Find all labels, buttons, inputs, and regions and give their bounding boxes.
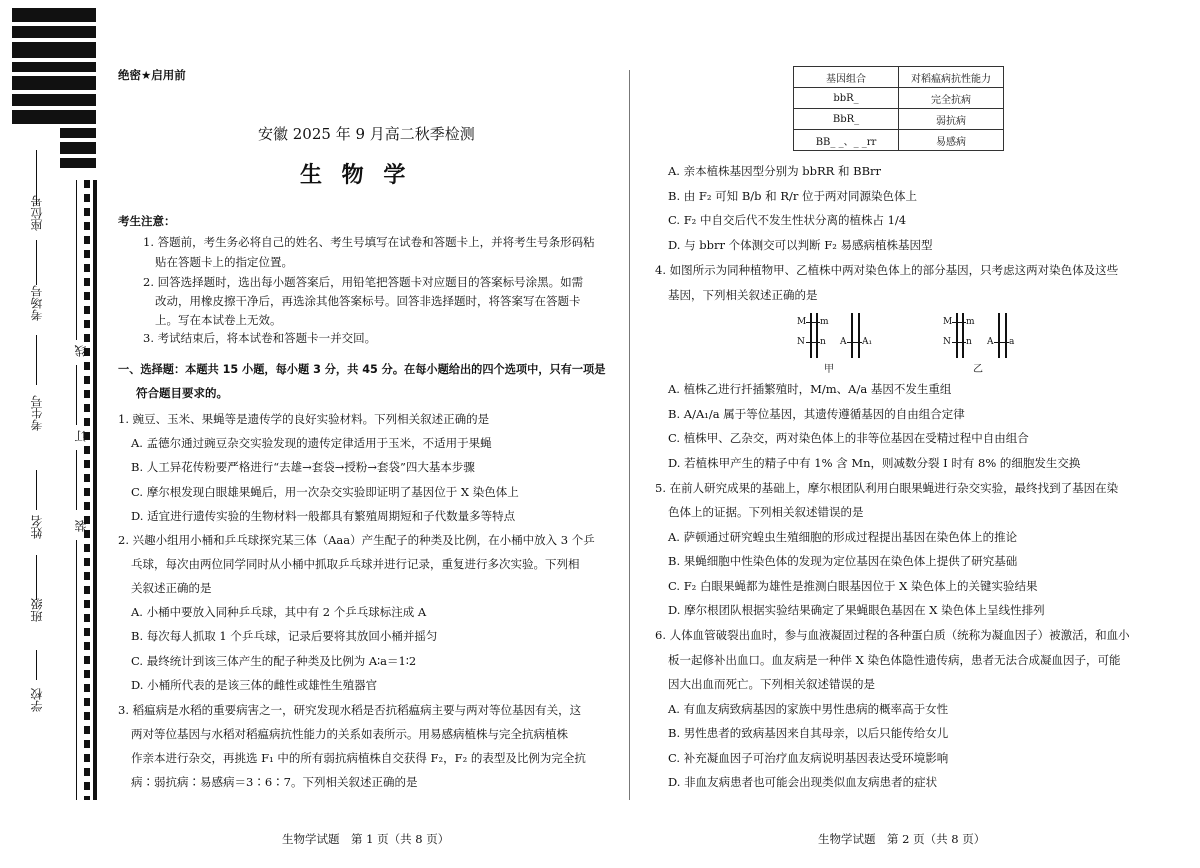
table-row xyxy=(794,130,1004,151)
chromosome xyxy=(851,313,853,358)
notice-line: 3. 考试结束后，将本试卷和答题卡一并交回。 xyxy=(143,331,377,345)
question-5: 5. 在前人研究成果的基础上，摩尔根团队利用白眼果蝇进行杂交实验，最终找到了基因在染 xyxy=(655,481,1119,495)
gene-label: M xyxy=(943,317,953,327)
section-heading: 一、选择题：本题共 15 小题，每小题 3 分，共 45 分。在每小题给出的四个选项中，只有一项是 xyxy=(118,363,606,376)
q1-option-a: A. 孟德尔通过豌豆杂交实验发现的遗传定律适用于玉米，不适用于果蝇 xyxy=(131,436,492,450)
chromosome xyxy=(816,313,818,358)
question-3-cont: 两对等位基因与水稻对稻瘟病抗性能力的关系如表所示。用易感病植株与完全抗病植株 xyxy=(131,727,568,741)
question-3-cont: 病∶弱抗病∶易感病＝3∶6∶7。下列相关叙述正确的是 xyxy=(131,775,418,789)
table-header-row xyxy=(794,67,1004,88)
q4-option-b: B. A/A₁/a 属于等位基因，其遗传遵循基因的自由组合定律 xyxy=(668,407,965,421)
fill-line xyxy=(36,470,37,510)
cut-stripe xyxy=(84,180,90,800)
table-cell: BB_ _、_ _rr xyxy=(794,130,899,151)
chromosome xyxy=(1005,313,1007,358)
gene-label: a xyxy=(1009,337,1015,347)
q2-option-b: B. 每次每人抓取 1 个乒乓球，记录后要将其放回小桶并摇匀 xyxy=(131,629,438,643)
barcode-bar xyxy=(12,26,96,38)
question-3-cont: 作亲本进行杂交，再挑选 F₁ 中的所有弱抗病植株自交获得 F₂，F₂ 的表型及比例为完全抗 xyxy=(131,751,586,765)
figure-caption-yi: 乙 xyxy=(973,364,983,375)
question-6-cont: 因大出血而死亡。下列相关叙述错误的是 xyxy=(668,677,875,691)
cut-line xyxy=(76,450,77,510)
question-1: 1. 豌豆、玉米、果蝇等是遗传学的良好实验材料。下列相关叙述正确的是 xyxy=(118,412,490,426)
barcode-bar xyxy=(60,142,96,154)
chromosome xyxy=(858,313,860,358)
gene-label: M xyxy=(797,317,807,327)
cut-line xyxy=(76,180,77,340)
page-footer: 生物学试题 第 2 页（共 8 页） xyxy=(818,832,986,846)
q3-option-c: C. F₂ 中自交后代不发生性状分离的植株占 1/4 xyxy=(668,213,907,227)
gene-label: m xyxy=(966,317,975,327)
table-cell: BbR_ xyxy=(794,109,899,130)
question-5-cont: 色体上的证据。下列相关叙述错误的是 xyxy=(668,505,864,519)
fill-line xyxy=(36,240,37,285)
class-label: 班级 xyxy=(30,598,44,622)
gene-locus xyxy=(812,322,820,323)
barcode-bar xyxy=(60,128,96,138)
q3-option-b: B. 由 F₂ 可知 B/b 和 R/r 位于两对同源染色体上 xyxy=(668,189,918,203)
section-heading-cont: 符合题目要求的。 xyxy=(136,386,228,400)
q1-option-c: C. 摩尔根发现白眼雄果蝇后，用一次杂交实验即证明了基因位于 X 染色体上 xyxy=(131,485,519,499)
table-row xyxy=(794,88,1004,109)
chromosome xyxy=(810,313,812,358)
fill-line xyxy=(36,555,37,600)
q2-option-a: A. 小桶中要放入同种乒乓球，其中有 2 个乒乓球标注成 A xyxy=(131,605,427,619)
q4-option-c: C. 植株甲、乙杂交，两对染色体上的非等位基因在受精过程中自由组合 xyxy=(668,431,1029,445)
page-divider xyxy=(629,70,630,800)
barcode-bar xyxy=(12,94,96,106)
q6-option-b: B. 男性患者的致病基因来自其母亲，以后只能传给女儿 xyxy=(668,726,949,740)
cut-stripe xyxy=(93,180,97,800)
table-cell: 弱抗病 xyxy=(899,109,1004,130)
question-6: 6. 人体血管破裂出血时，参与血液凝固过程的各种蛋白质（统称为凝血因子）被激活，和血小 xyxy=(655,628,1130,642)
barcode-bar xyxy=(12,62,96,72)
question-4-cont: 基因，下列相关叙述正确的是 xyxy=(668,288,818,302)
exam-no-label: 考生号 xyxy=(30,395,44,431)
q1-option-d: D. 适宜进行遗传实验的生物材料一般都具有繁殖周期短和子代数量多等特点 xyxy=(131,509,516,523)
gene-locus xyxy=(854,342,862,343)
binding-strip xyxy=(0,0,100,868)
seat-label: 座位号 xyxy=(30,195,44,231)
q6-option-d: D. 非血友病患者也可能会出现类似血友病患者的症状 xyxy=(668,775,938,789)
table-header: 对稻瘟病抗性能力 xyxy=(899,67,1004,88)
page-footer: 生物学试题 第 1 页（共 8 页） xyxy=(282,832,450,846)
gene-label: A xyxy=(840,337,847,347)
barcode-bar xyxy=(60,158,96,168)
fill-line xyxy=(36,335,37,385)
q5-option-d: D. 摩尔根团队根据实验结果确定了果蝇眼色基因在 X 染色体上呈线性排列 xyxy=(668,603,1045,617)
q1-option-b: B. 人工异花传粉要严格进行“去雄→套袋→授粉→套袋”四大基本步骤 xyxy=(131,460,475,474)
room-label: 考场号 xyxy=(30,285,44,321)
notice-line: 改动，用橡皮擦干净后，再选涂其他答案标号。回答非选择题时，将答案写在答题卡 xyxy=(155,294,581,308)
secret-mark: 绝密★启用前 xyxy=(118,68,186,82)
gene-label: N xyxy=(797,337,805,347)
cut-mark-staple: 订 xyxy=(74,430,88,442)
chromosome xyxy=(998,313,1000,358)
notice-line: 贴在答题卡上的指定位置。 xyxy=(155,255,293,269)
notice-heading: 考生注意： xyxy=(118,214,176,228)
question-4: 4. 如图所示为同种植物甲、乙植株中两对染色体上的部分基因，只考虑这两对染色体及这些 xyxy=(655,263,1119,277)
question-2: 2. 兴趣小组用小桶和乒乓球探究某三体（Aaa）产生配子的种类及比例，在小桶中放入 3 个乒 xyxy=(118,533,595,547)
barcode-bar xyxy=(12,76,96,90)
table-cell: 完全抗病 xyxy=(899,88,1004,109)
q6-option-c: C. 补充凝血因子可治疗血友病说明基因表达受环境影响 xyxy=(668,751,949,765)
gene-locus xyxy=(1001,342,1009,343)
notice-line: 2. 回答选择题时，选出每小题答案后，用铅笔把答题卡对应题目的答案标号涂黑。如需 xyxy=(143,275,584,289)
table-cell: bbR_ xyxy=(794,88,899,109)
name-label: 姓名 xyxy=(30,515,44,539)
q5-option-b: B. 果蝇细胞中性染色体的发现为定位基因在染色体上提供了研究基础 xyxy=(668,554,1018,568)
chromosome xyxy=(956,313,958,358)
table-header: 基因组合 xyxy=(794,67,899,88)
table-row xyxy=(794,109,1004,130)
gene-label: n xyxy=(820,337,826,347)
q5-option-a: A. 萨顿通过研究蝗虫生殖细胞的形成过程提出基因在染色体上的推论 xyxy=(668,530,1018,544)
q2-option-c: C. 最终统计到该三体产生的配子种类及比例为 A∶a＝1∶2 xyxy=(131,654,417,668)
figure-caption-jia: 甲 xyxy=(824,364,834,375)
q4-option-d: D. 若植株甲产生的精子中有 1% 含 Mn，则减数分裂 Ⅰ 时有 8% 的细胞发生交换 xyxy=(668,456,1081,470)
barcode-bar xyxy=(12,42,96,58)
question-6-cont: 板一起修补出血口。血友病是一种伴 X 染色体隐性遗传病，患者无法合成凝血因子，可能 xyxy=(668,653,1121,667)
barcode-bar xyxy=(12,8,96,22)
chromosome xyxy=(962,313,964,358)
fill-line xyxy=(36,650,37,680)
barcode-bar xyxy=(12,110,96,124)
gene-label: A₁ xyxy=(862,337,873,347)
notice-line: 上。写在本试卷上无效。 xyxy=(155,313,282,327)
school-label: 学校 xyxy=(30,688,44,712)
question-3: 3. 稻瘟病是水稻的重要病害之一，研究发现水稻是否抗稻瘟病主要与两对等位基因有关，这 xyxy=(118,703,582,717)
q2-option-d: D. 小桶所代表的是该三体的雌性或雄性生殖器官 xyxy=(131,678,378,692)
cut-line xyxy=(76,365,77,425)
q5-option-c: C. F₂ 白眼果蝇都为雄性是推测白眼基因位于 X 染色体上的关键实验结果 xyxy=(668,579,1038,593)
subject-title: 生 物 学 xyxy=(300,163,412,188)
gene-label: A xyxy=(987,337,994,347)
gene-table xyxy=(793,66,1004,151)
gene-locus xyxy=(812,342,820,343)
question-2-cont: 关叙述正确的是 xyxy=(131,581,212,595)
q3-option-a: A. 亲本植株基因型分别为 bbRR 和 BBrr xyxy=(668,164,882,178)
gene-label: n xyxy=(966,337,972,347)
cut-mark-bind: 装 xyxy=(74,520,88,532)
exam-title: 安徽 2025 年 9 月高二秋季检测 xyxy=(258,125,475,143)
cut-mark-line: 线 xyxy=(74,345,88,357)
q4-option-a: A. 植株乙进行扦插繁殖时，M/m、A/a 基因不发生重组 xyxy=(668,382,952,396)
gene-label: m xyxy=(820,317,829,327)
gene-label: N xyxy=(943,337,951,347)
cut-line xyxy=(76,540,77,800)
q3-option-d: D. 与 bbrr 个体测交可以判断 F₂ 易感病植株基因型 xyxy=(668,238,933,252)
gene-locus xyxy=(958,342,966,343)
question-2-cont: 乓球，每次由两位同学同时从小桶中抓取乒乓球并进行记录，重复进行多次实验。下列相 xyxy=(131,557,580,571)
q6-option-a: A. 有血友病致病基因的家族中男性患病的概率高于女性 xyxy=(668,702,949,716)
table-cell: 易感病 xyxy=(899,130,1004,151)
notice-line: 1. 答题前，考生务必将自己的姓名、考生号填写在试卷和答题卡上，并将考生号条形码粘 xyxy=(143,235,595,249)
gene-locus xyxy=(958,322,966,323)
